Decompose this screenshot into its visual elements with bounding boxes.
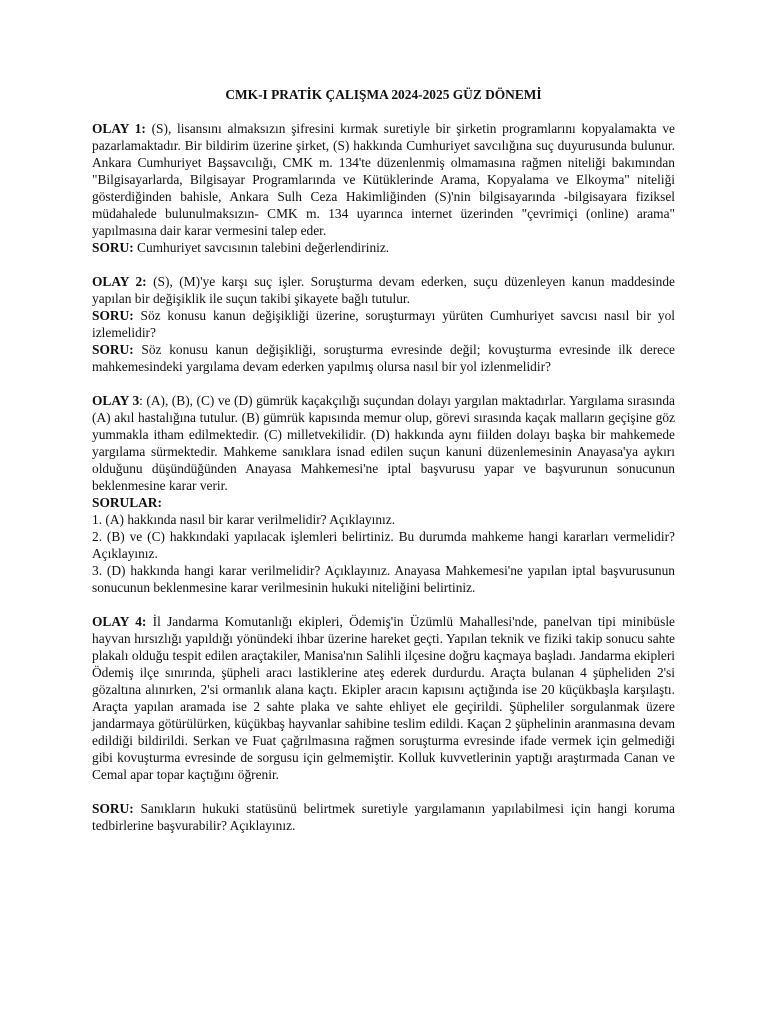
olay-4-question-label: SORU: [92,801,134,816]
olay-2-question-1 [92,307,675,341]
document-page [92,86,675,834]
olay-2-question-2 [92,341,675,375]
olay-1 [92,120,675,256]
olay-2 [92,273,675,375]
olay-4-label: OLAY 4: [92,614,147,629]
olay-2-label: OLAY 2: [92,274,147,289]
olay-2-question-1-label: SORU: [92,308,134,323]
olay-3-text [92,392,675,494]
olay-1-question [92,239,675,256]
olay-2-question-2-label: SORU: [92,342,134,357]
olay-2-question-2-body: Söz konusu kanun değişikliği, soruşturma evresinde değil; kovuşturma evresinde ilk derece mahkemesindeki yargılama devam ederken yapılmış olursa nasıl bir yol izlenmelidir? [92,342,675,374]
section-gap [92,375,675,392]
section-gap [92,596,675,613]
olay-4-text [92,613,675,783]
olay-1-question-label: SORU: [92,240,134,255]
olay-4-body: İl Jandarma Komutanlığı ekipleri, Ödemiş'in Üzümlü Mahallesi'nde, panelvan tipi minibüsle hayvan hırsızlığı yapıldığı yönündeki ihbar üzerine hareket geçti. Yapılan teknik ve fiziki takip sonucu sahte plakalı olduğu tespit edilen araçtakiler, Manisa'nın Salihli ilçesine doğru kaçmaya başladı. Jandarma ekipleri Ödemiş ilçe sınırında, şüpheli aracı lastiklerine ateş ederek durdurdu. Araçta bulanan 4 şüpheliden 2'si gözaltına alınırken, 2'si ormanlık alana kaçtı. Ekipler aracın kapısını açtığında ise 20 küçükbaşla karşılaştı. Araçta yapılan aramada ise 2 sahte plaka ve sahte ehliyet ele geçirildi. Şüpheliler sorgulanmak üzere jandarmaya götürülürken, küçükbaş hayvanlar sahibine teslim edildi. Kaçan 2 şüphelinin aranmasına devam edildiği bildirildi. Serkan ve Fuat çağrılmasına rağmen soruşturma evresinde ifade vermek için gelmediği gibi kovuşturma evresinde de sorgusu için gelmemiştir. Kolluk kuvvetlerinin yaptığı araştırmada Canan ve Cemal apar topar kaçtığını öğrenir. [92,614,675,782]
olay-3-questions-heading [92,494,675,511]
olay-2-body: (S), (M)'ye karşı suç işler. Soruşturma devam ederken, suçu düzenleyen kanun maddesinde yapılan bir değişiklik ile suçun takibi şikayete bağlı tutulur. [92,274,675,306]
olay-3 [92,392,675,596]
olay-3-body: : (A), (B), (C) ve (D) gümrük kaçakçılığı suçundan dolayı yargılan maktadırlar. Yargılama sırasında (A) akıl hastalığına tutulur. (B) gümrük kapısında memur olup, görevi sırasında kaçak malların geçişine göz yummakla itham edilmektedir. (C) milletvekilidir. (D) hakkında aynı fiilden dolayı başka bir mahkemede yargılama sürmektedir. Mahkeme sanıklara isnad edilen suçun kanuni düzenlemesinin Anayasa'ya aykırı olduğunu düşündüğünden Anayasa Mahkemesi'ne iptal başvurusu yapar ve başvurunun sonucunun beklenmesine karar verir. [92,393,675,493]
olay-4-question-body: Sanıkların hukuki statüsünü belirtmek suretiyle yargılamanın yapılabilmesi için hangi koruma tedbirlerine başvurabilir? Açıklayınız. [92,801,675,833]
olay-3-question-2: 2. (B) ve (C) hakkındaki yapılacak işlemleri belirtiniz. Bu durumda mahkeme hangi kararları vermelidir? Açıklayınız. [92,529,675,561]
olay-1-body: (S), lisansını almaksızın şifresini kırmak suretiyle bir şirketin programlarını kopyalamakta ve pazarlamaktadır. Bir bildirim üzerine şirket, (S) hakkında Cumhuriyet savcılığına suç duyurusunda bulunur. Ankara Cumhuriyet Başsavcılığı, CMK m. 134'te düzenlenmiş olmamasına rağmen niteliği bakımından "Bilgisayarlarda, Bilgisayar Programlarında ve Kütüklerinde Arama, Kopyalama ve Elkoyma" niteliği gösterdiğinden bahisle, Ankara Sulh Ceza Hakimliğinden (S)'nin bilgisayarında -bilgisayara fiziksel müdahalede bulunulmaksızın- CMK m. 134 uyarınca internet üzerinden "çevrimiçi (online) arama" yapılmasına dair karar vermesini talep eder. [92,121,675,238]
olay-3-questions-label: SORULAR: [92,495,162,510]
olay-1-text [92,120,675,239]
olay-3-question-3: 3. (D) hakkında hangi karar verilmelidir? Açıklayınız. Anayasa Mahkemesi'ne yapılan iptal başvurusunun sonucunun beklenmesine karar verilmesinin hukuki niteliğini belirtiniz. [92,563,675,595]
section-gap [92,783,675,800]
olay-1-question-body: Cumhuriyet savcısının talebini değerlendiriniz. [133,240,390,255]
olay-3-question-1: 1. (A) hakkında nasıl bir karar verilmelidir? Açıklayınız. [92,512,396,527]
olay-3-label: OLAY 3 [92,393,140,408]
section-gap [92,256,675,273]
olay-2-question-1-body: Söz konusu kanun değişikliği üzerine, soruşturmayı yürüten Cumhuriyet savcısı nasıl bir yol izlemelidir? [92,308,675,340]
olay-2-text [92,273,675,307]
olay-1-label: OLAY 1: [92,121,146,136]
page-title: CMK-I PRATİK ÇALIŞMA 2024-2025 GÜZ DÖNEMİ [225,87,542,102]
olay-4 [92,613,675,834]
olay-4-question [92,800,675,834]
